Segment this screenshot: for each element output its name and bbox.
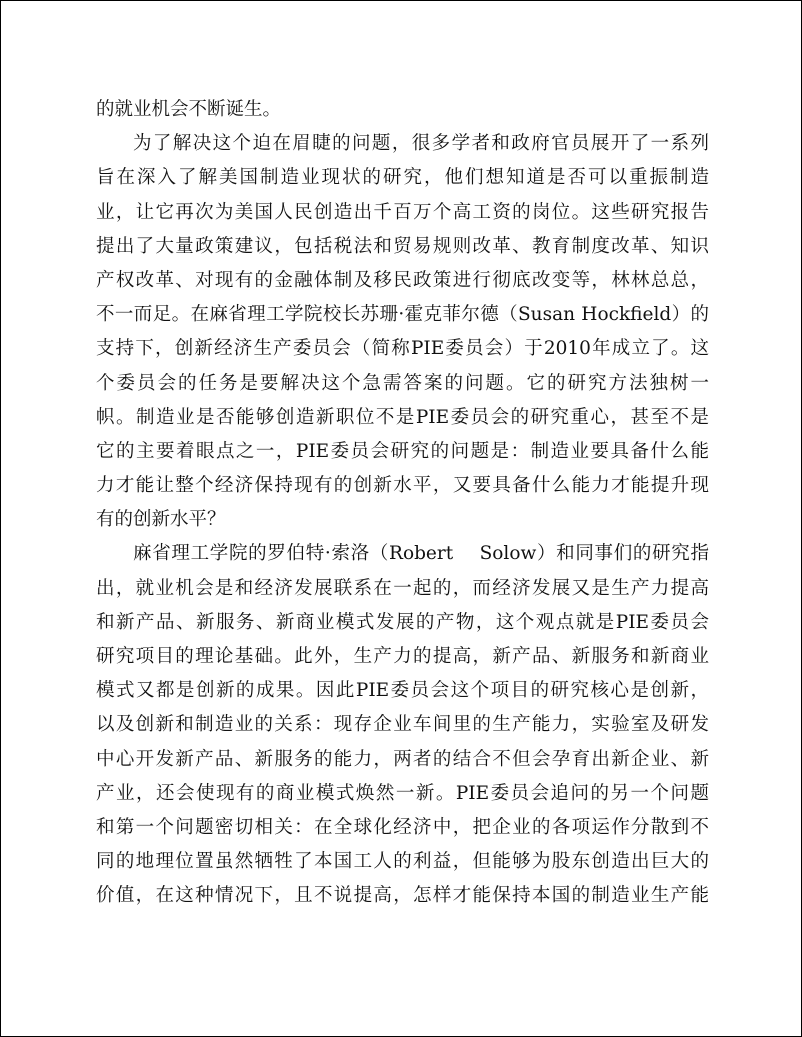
text-line: 支持下，创新经济生产委员会（简称PIE委员会）于2010年成立了。这 (96, 338, 709, 360)
text-line: 它的主要着眼点之一，PIE委员会研究的问题是：制造业要具备什么能 (96, 440, 709, 462)
text-line: 为了解决这个迫在眉睫的问题，很多学者和政府官员展开了一系列 (133, 133, 709, 155)
text-line: 有的创新水平？ (96, 509, 226, 531)
text-line: 和新产品、新服务、新商业模式发展的产物，这个观点就是PIE委员会 (96, 611, 709, 633)
text-line: 力才能让整个经济保持现有的创新水平，又要具备什么能力才能提升现 (96, 475, 709, 497)
text-line: 产业，还会使现有的商业模式焕然一新。PIE委员会追问的另一个问题 (96, 782, 709, 804)
text-line: 业，让它再次为美国人民创造出千百万个高工资的岗位。这些研究报告 (96, 201, 709, 223)
text-line: 中心开发新产品、新服务的能力，两者的结合不但会孕育出新企业、新 (96, 748, 709, 770)
text-line: 和第一个问题密切相关：在全球化经济中，把企业的各项运作分散到不 (96, 816, 709, 838)
text-line: 不一而足。在麻省理工学院校长苏珊·霍克菲尔德（Susan Hockfield）的 (96, 304, 709, 326)
text-line: 模式又都是创新的成果。因此PIE委员会这个项目的研究核心是创新， (96, 680, 709, 702)
text-line: 提出了大量政策建议，包括税法和贸易规则改革、教育制度改革、知识 (96, 235, 709, 257)
paragraph-3 (96, 537, 709, 913)
text-line: 同的地理位置虽然牺牲了本国工人的利益，但能够为股东创造出巨大的 (96, 851, 709, 873)
body-text (96, 93, 709, 914)
text-line: 帜。制造业是否能够创造新职位不是PIE委员会的研究重心，甚至不是 (96, 406, 709, 428)
text-line: 研究项目的理论基础。此外，生产力的提高，新产品、新服务和新商业 (96, 646, 709, 667)
text-line: 出，就业机会是和经济发展联系在一起的，而经济发展又是生产力提高 (96, 577, 709, 599)
text-line: 以及创新和制造业的关系：现存企业车间里的生产能力，实验室及研发 (96, 714, 709, 736)
paragraph-2 (96, 127, 709, 537)
text-line: 产权改革、对现有的金融体制及移民政策进行彻底改变等，林林总总， (96, 269, 709, 291)
text-line: 旨在深入了解美国制造业现状的研究，他们想知道是否可以重振制造 (96, 167, 709, 189)
text-line: 价值，在这种情况下，且不说提高，怎样才能保持本国的制造业生产能 (96, 885, 709, 907)
text-line: 个委员会的任务是要解决这个急需答案的问题。它的研究方法独树一 (96, 372, 709, 394)
text-line: 的就业机会不断诞生。 (96, 99, 282, 120)
text-line: 麻省理工学院的罗伯特·索洛（Robert Solow）和同事们的研究指 (133, 543, 709, 565)
paragraph-1 (96, 93, 709, 127)
